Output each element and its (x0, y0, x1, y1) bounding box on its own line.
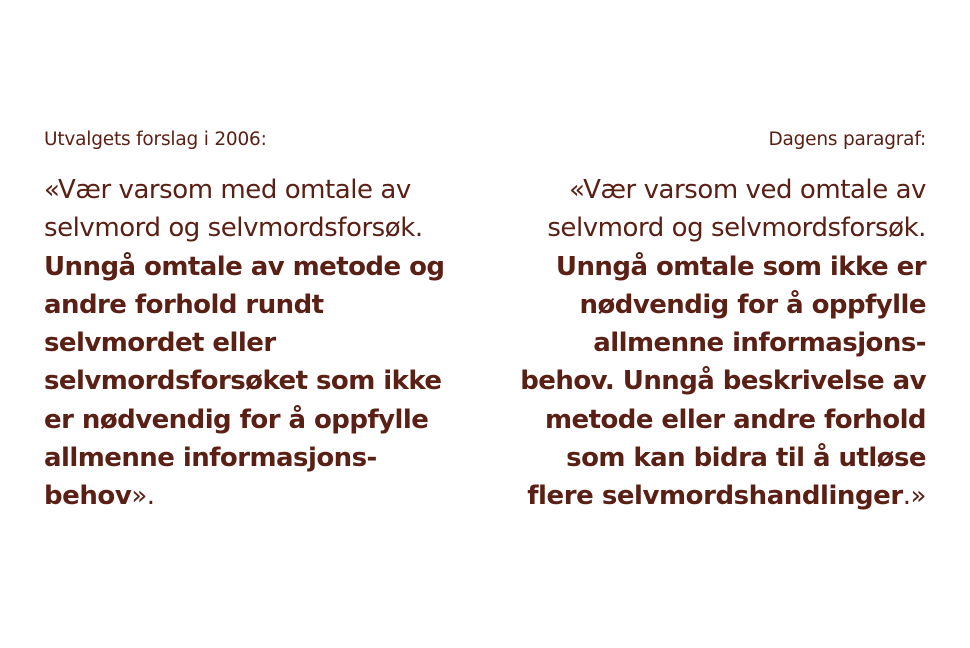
left-quote-last-line (44, 477, 484, 515)
left-quote-line: selvmordet eller (44, 328, 276, 359)
right-quote-closing: .» (902, 481, 926, 512)
right-quote-line: nødvendig for å oppfylle (579, 289, 926, 320)
right-caption: Dagens paragraf: (768, 129, 926, 150)
right-quote-last-line (486, 477, 926, 515)
right-column (486, 127, 926, 516)
left-quote-closing: ». (131, 481, 155, 512)
left-quote-line: er nødvendig for å oppfylle (44, 404, 429, 435)
right-quote-line: allmenne informasjons- (593, 328, 926, 359)
left-quote-line: allmenne informasjons- (44, 443, 377, 474)
right-quote-line: som kan bidra til å utløse (566, 443, 926, 474)
right-quote-line: behov. Unngå beskrivelse av (520, 366, 926, 397)
left-quote-line: selvmord og selvmordsforsøk. (44, 213, 423, 244)
right-quote-bold-end: flere selvmordshandlinger (527, 481, 903, 512)
left-caption: Utvalgets forslag i 2006: (44, 129, 267, 150)
left-quote-line: «Vær varsom med omtale av (44, 175, 411, 205)
right-quote (486, 171, 926, 516)
left-quote-line: Unngå omtale av metode og (44, 251, 445, 282)
left-quote-bold-end: behov (44, 481, 132, 512)
left-quote (44, 171, 484, 516)
right-quote-line: Unngå omtale som ikke er (555, 251, 926, 282)
right-quote-line: «Vær varsom ved omtale av (569, 175, 926, 205)
left-column (44, 127, 484, 516)
right-quote-line: metode eller andre forhold (544, 404, 926, 435)
left-quote-line: andre forhold rundt (44, 289, 324, 320)
left-quote-line: selvmordsforsøket som ikke (44, 366, 442, 397)
right-quote-line: selvmord og selvmordsforsøk. (547, 213, 926, 244)
